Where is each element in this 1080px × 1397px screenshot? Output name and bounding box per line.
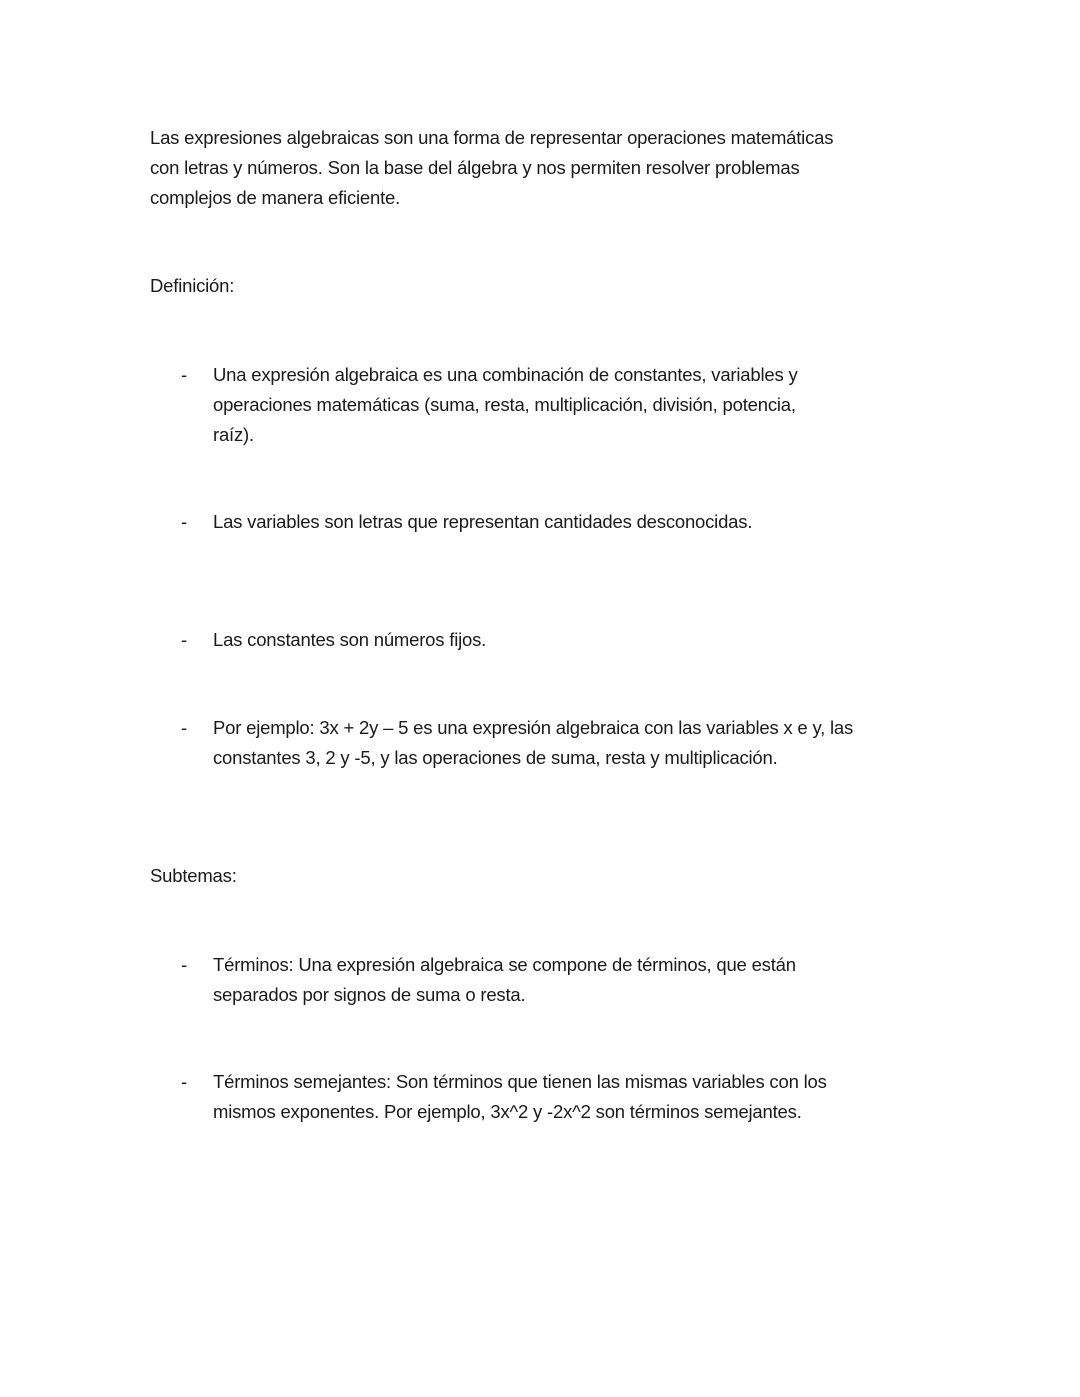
text-line: separados por signos de suma o resta. (213, 984, 526, 1005)
text-line: raíz). (213, 424, 254, 445)
text-line: Las variables son letras que representan cantidades desconocidas. (213, 511, 753, 532)
bullet-dash: - (181, 717, 187, 738)
text-line: Una expresión algebraica es una combinación de constantes, variables y (213, 364, 798, 385)
bullet-dash: - (181, 364, 187, 385)
subtemas-heading: Subtemas: (150, 865, 237, 886)
text-line: Las expresiones algebraicas son una forma de representar operaciones matemáticas (150, 127, 834, 148)
text-line: Términos semejantes: Son términos que tienen las mismas variables con los (213, 1071, 827, 1092)
text-line: operaciones matemáticas (suma, resta, multiplicación, división, potencia, (213, 394, 796, 415)
bullet-dash: - (181, 629, 187, 650)
text-line: constantes 3, 2 y -5, y las operaciones de suma, resta y multiplicación. (213, 747, 778, 768)
bullet-dash: - (181, 1071, 187, 1092)
text-line: con letras y números. Son la base del álgebra y nos permiten resolver problemas (150, 157, 800, 178)
text-line: mismos exponentes. Por ejemplo, 3x^2 y -2x^2 son términos semejantes. (213, 1101, 802, 1122)
text-line: Por ejemplo: 3x + 2y – 5 es una expresión algebraica con las variables x e y, las (213, 717, 854, 738)
bullet-dash: - (181, 511, 187, 532)
text-line: Términos: Una expresión algebraica se compone de términos, que están (213, 954, 796, 975)
bullet-dash: - (181, 954, 187, 975)
intro-paragraph (150, 123, 833, 213)
definicion-heading: Definición: (150, 275, 235, 296)
text-line: Las constantes son números fijos. (213, 629, 487, 650)
text-line: complejos de manera eficiente. (150, 187, 401, 208)
